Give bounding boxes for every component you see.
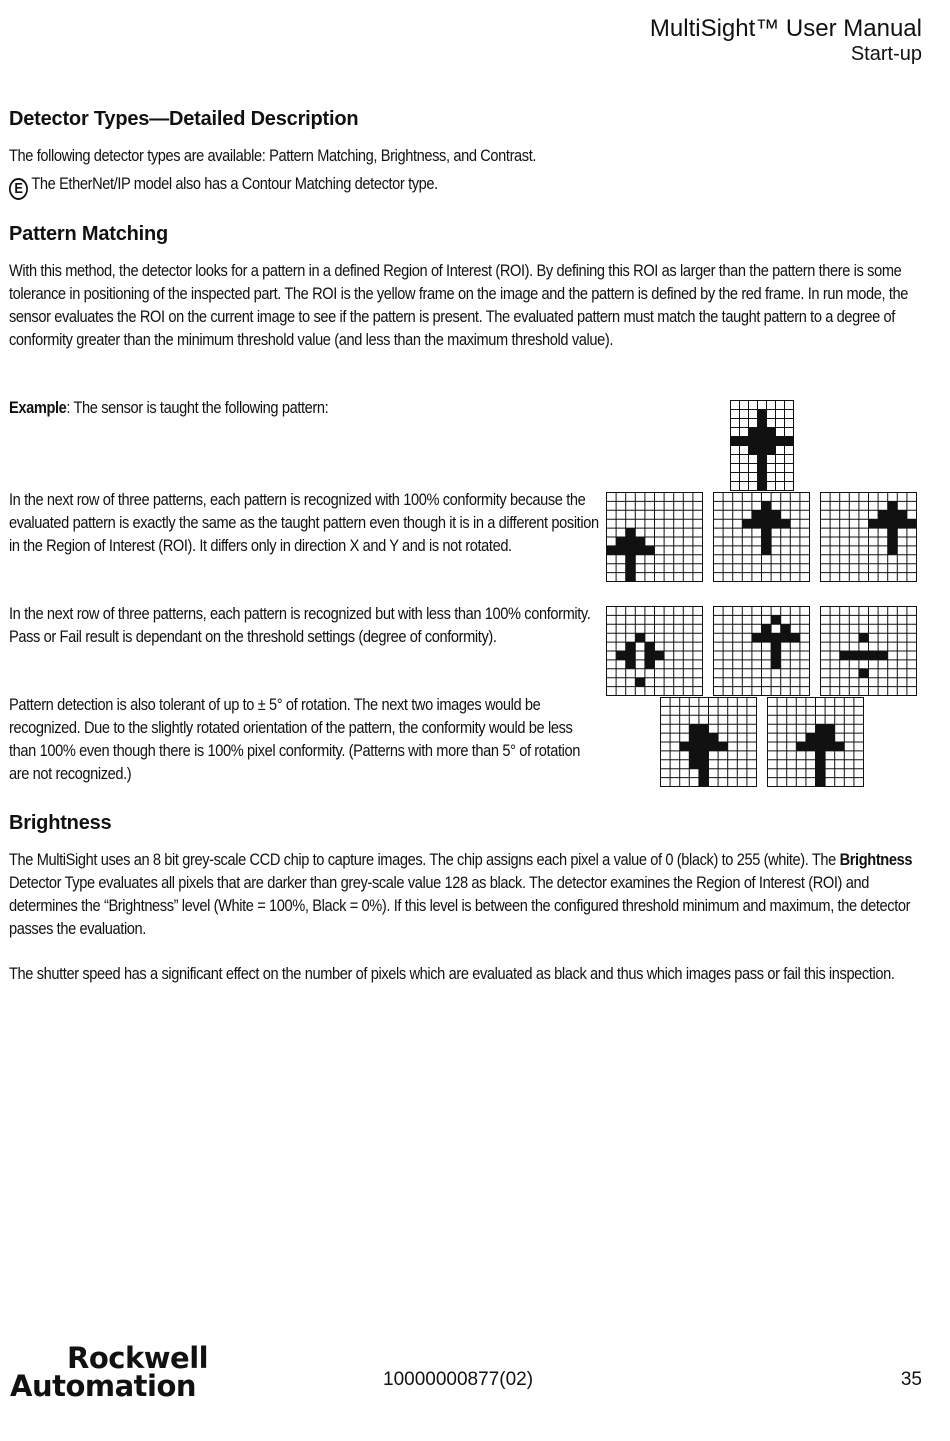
pattern-pixel <box>718 742 728 751</box>
pattern-pixel <box>859 633 869 642</box>
pattern-pixel <box>781 519 791 528</box>
pattern-pixel <box>897 510 907 519</box>
pattern-pixel <box>758 419 767 428</box>
pattern-pixel <box>816 769 826 778</box>
rockwell-automation-logo <box>10 1341 209 1403</box>
pattern-pixel <box>762 528 772 537</box>
logo-line-2: Automation <box>10 1369 197 1403</box>
pattern-pixel <box>699 733 709 742</box>
pattern-pixel <box>849 651 859 660</box>
pattern-pixel <box>785 437 794 446</box>
pattern-pixel <box>635 633 645 642</box>
pattern-pixel <box>767 446 776 455</box>
pattern-pixel <box>626 642 636 651</box>
pattern-pixel <box>758 464 767 473</box>
brightness-text-a: The MultiSight uses an 8 bit grey-scale CCD chip to capture images. The chip assigns each pixel a value of 0 (black) to 255 (white). The <box>9 850 840 869</box>
pattern-grid-row2-c <box>820 606 917 696</box>
page-number: 35 <box>900 1369 922 1390</box>
pattern-pixel <box>816 760 826 769</box>
example-label: Example <box>9 398 67 417</box>
brightness-heading: Brightness <box>9 812 112 834</box>
pattern-pixel <box>762 519 772 528</box>
pattern-pixel <box>796 742 806 751</box>
pattern-pixel <box>616 651 626 660</box>
pattern-pixel <box>859 651 869 660</box>
pattern-pixel <box>878 519 888 528</box>
pattern-pixel <box>699 760 709 769</box>
pattern-grid-row2-a <box>606 606 703 696</box>
pattern-pixel <box>749 428 758 437</box>
pattern-pixel <box>897 519 907 528</box>
example-line <box>9 396 328 419</box>
pattern-pixel <box>645 660 655 669</box>
pattern-pixel <box>616 537 626 546</box>
pattern-pixel <box>699 724 709 733</box>
pattern-pixel <box>781 633 791 642</box>
pattern-pixel <box>888 546 898 555</box>
pattern-pixel <box>816 724 826 733</box>
pattern-pixel <box>816 742 826 751</box>
pattern-pixel <box>771 633 781 642</box>
pattern-pixel <box>888 510 898 519</box>
pattern-pixel <box>626 660 636 669</box>
pattern-pixel <box>607 546 617 555</box>
pattern-pixel <box>699 742 709 751</box>
pattern-pixel <box>645 651 655 660</box>
intro-paragraph: The following detector types are available: Pattern Matching, Brightness, and Contrast. <box>9 146 537 165</box>
pattern-pixel <box>762 633 772 642</box>
pattern-pixel <box>878 510 888 519</box>
pattern-pixel <box>758 482 767 491</box>
pattern-pixel <box>767 437 776 446</box>
pattern-pixel <box>781 624 791 633</box>
pattern-pixel <box>626 537 636 546</box>
taught-pattern-grid <box>730 400 794 491</box>
document-number: 10000000877(02) <box>383 1369 534 1390</box>
pattern-pixel <box>771 660 781 669</box>
pattern-pixel <box>752 633 762 642</box>
pattern-pixel <box>689 760 699 769</box>
pattern-grid-row1-a <box>606 492 703 582</box>
pattern-pixel <box>771 642 781 651</box>
pattern-pixel <box>859 669 869 678</box>
pattern-pixel <box>758 437 767 446</box>
pattern-pixel <box>655 651 665 660</box>
pattern-pixel <box>888 519 898 528</box>
pattern-pixel <box>699 751 709 760</box>
pattern-pixel <box>758 428 767 437</box>
pattern-pixel <box>888 501 898 510</box>
pattern-pixel <box>771 519 781 528</box>
row1-paragraph: In the next row of three patterns, each pattern is recognized with 100% conformity because the evaluated pattern is exactly the same as the taught pattern even though it is in a different position in the Region of Interest (ROI). It differs only in direction X and Y and is not rotated. <box>9 490 599 555</box>
pattern-pixel <box>689 742 699 751</box>
pattern-pixel <box>635 678 645 687</box>
pattern-pixel <box>816 778 826 787</box>
header-title: MultiSight™ User Manual <box>649 15 922 42</box>
pattern-pixel <box>749 437 758 446</box>
pattern-pixel <box>742 519 752 528</box>
pattern-pixel <box>762 624 772 633</box>
pattern-matching-heading: Pattern Matching <box>9 223 169 245</box>
pattern-pixel <box>758 455 767 464</box>
pattern-grid-row1-b <box>713 492 810 582</box>
pattern-pixel <box>731 437 740 446</box>
pattern-grid-row3-a <box>660 697 757 787</box>
pattern-grid-row3-b <box>767 697 864 787</box>
pattern-pixel <box>758 473 767 482</box>
pattern-pixel <box>816 733 826 742</box>
pattern-pixel <box>635 546 645 555</box>
pattern-pixel <box>771 510 781 519</box>
pattern-pixel <box>762 510 772 519</box>
pattern-pixel <box>689 724 699 733</box>
pattern-pixel <box>689 751 699 760</box>
pattern-pixel <box>835 742 845 751</box>
pattern-pixel <box>758 446 767 455</box>
pattern-pixel <box>680 742 690 751</box>
brightness-paragraph <box>9 848 924 940</box>
ethernet-note-text: The EtherNet/IP model also has a Contour Matching detector type. <box>31 174 438 193</box>
pattern-pixel <box>626 528 636 537</box>
pattern-pixel <box>825 724 835 733</box>
pattern-pixel <box>626 564 636 573</box>
ethernet-e-icon: E <box>9 178 28 200</box>
section-heading: Detector Types—Detailed Description <box>9 108 359 130</box>
pattern-pixel <box>771 651 781 660</box>
pattern-pixel <box>888 537 898 546</box>
pattern-pixel <box>689 733 699 742</box>
ethernet-note <box>9 172 438 200</box>
pattern-pixel <box>767 428 776 437</box>
pattern-pixel <box>709 742 719 751</box>
logo-line-1: Rockwell <box>67 1341 209 1375</box>
pattern-pixel <box>790 633 800 642</box>
pattern-pixel <box>878 651 888 660</box>
pattern-pixel <box>816 751 826 760</box>
pattern-pixel <box>869 651 879 660</box>
pattern-pixel <box>771 615 781 624</box>
pattern-pixel <box>806 742 816 751</box>
pattern-pixel <box>907 519 917 528</box>
shutter-paragraph: The shutter speed has a significant effect on the number of pixels which are evaluated as black and thus which images pass or fail this inspection. <box>9 964 895 983</box>
pattern-pixel <box>645 546 655 555</box>
pattern-pixel <box>806 733 816 742</box>
row2-paragraph: In the next row of three patterns, each pattern is recognized but with less than 100% conformity. Pass or Fail result is dependant on the threshold settings (degree of conformity). <box>9 604 591 646</box>
pattern-pixel <box>626 573 636 582</box>
pattern-pixel <box>626 651 636 660</box>
pattern-pixel <box>645 642 655 651</box>
pattern-pixel <box>626 546 636 555</box>
pattern-pixel <box>840 651 850 660</box>
pattern-pixel <box>888 528 898 537</box>
pattern-pixel <box>752 519 762 528</box>
pattern-pixel <box>825 733 835 742</box>
pattern-pixel <box>758 410 767 419</box>
pattern-pixel <box>699 769 709 778</box>
pattern-pixel <box>749 446 758 455</box>
pattern-matching-paragraph: With this method, the detector looks for a pattern in a defined Region of Interest (ROI). By defining this ROI as larger than the pattern there is some tolerance in positioning of the inspected part. The ROI is the yellow frame on the image and the pattern is defined by the red frame. In run mode, the sensor evaluates the ROI on the current image to see if the pattern is present. The evaluated pattern must match the taught pattern to a degree of conformity greater than the minimum threshold value (and less than the maximum threshold value). <box>9 261 909 349</box>
pattern-pixel <box>762 546 772 555</box>
example-text: : The sensor is taught the following pattern: <box>66 398 329 417</box>
rotation-paragraph: Pattern detection is also tolerant of up to ± 5° of rotation. The next two images would be recognized. Due to the slightly rotated orientation of the pattern, the conformity would be less than 100% even though there is 100% pixel conformity. (Patterns with more than 5° of rotation are not recognized.) <box>9 695 580 783</box>
pattern-pixel <box>626 555 636 564</box>
pattern-pixel <box>825 742 835 751</box>
pattern-grid-row1-c <box>820 492 917 582</box>
pattern-pixel <box>709 733 719 742</box>
pattern-pixel <box>699 778 709 787</box>
pattern-pixel <box>740 437 749 446</box>
pattern-pixel <box>762 501 772 510</box>
pattern-pixel <box>762 537 772 546</box>
brightness-text-b: Detector Type evaluates all pixels that are darker than grey-scale value 128 as black. The detector examines the Region of Interest (ROI) and determines the “Brightness” level (White = 100%, Black = 0%). If this level is between the configured threshold minimum and maximum, the detector passes the evaluation. <box>9 873 911 938</box>
pattern-pixel <box>752 510 762 519</box>
header-subtitle: Start-up <box>850 43 922 65</box>
pattern-pixel <box>635 537 645 546</box>
pattern-grid-row2-b <box>713 606 810 696</box>
pattern-pixel <box>869 519 879 528</box>
brightness-bold: Brightness <box>839 850 913 869</box>
pattern-pixel <box>616 546 626 555</box>
pattern-pixel <box>776 437 785 446</box>
